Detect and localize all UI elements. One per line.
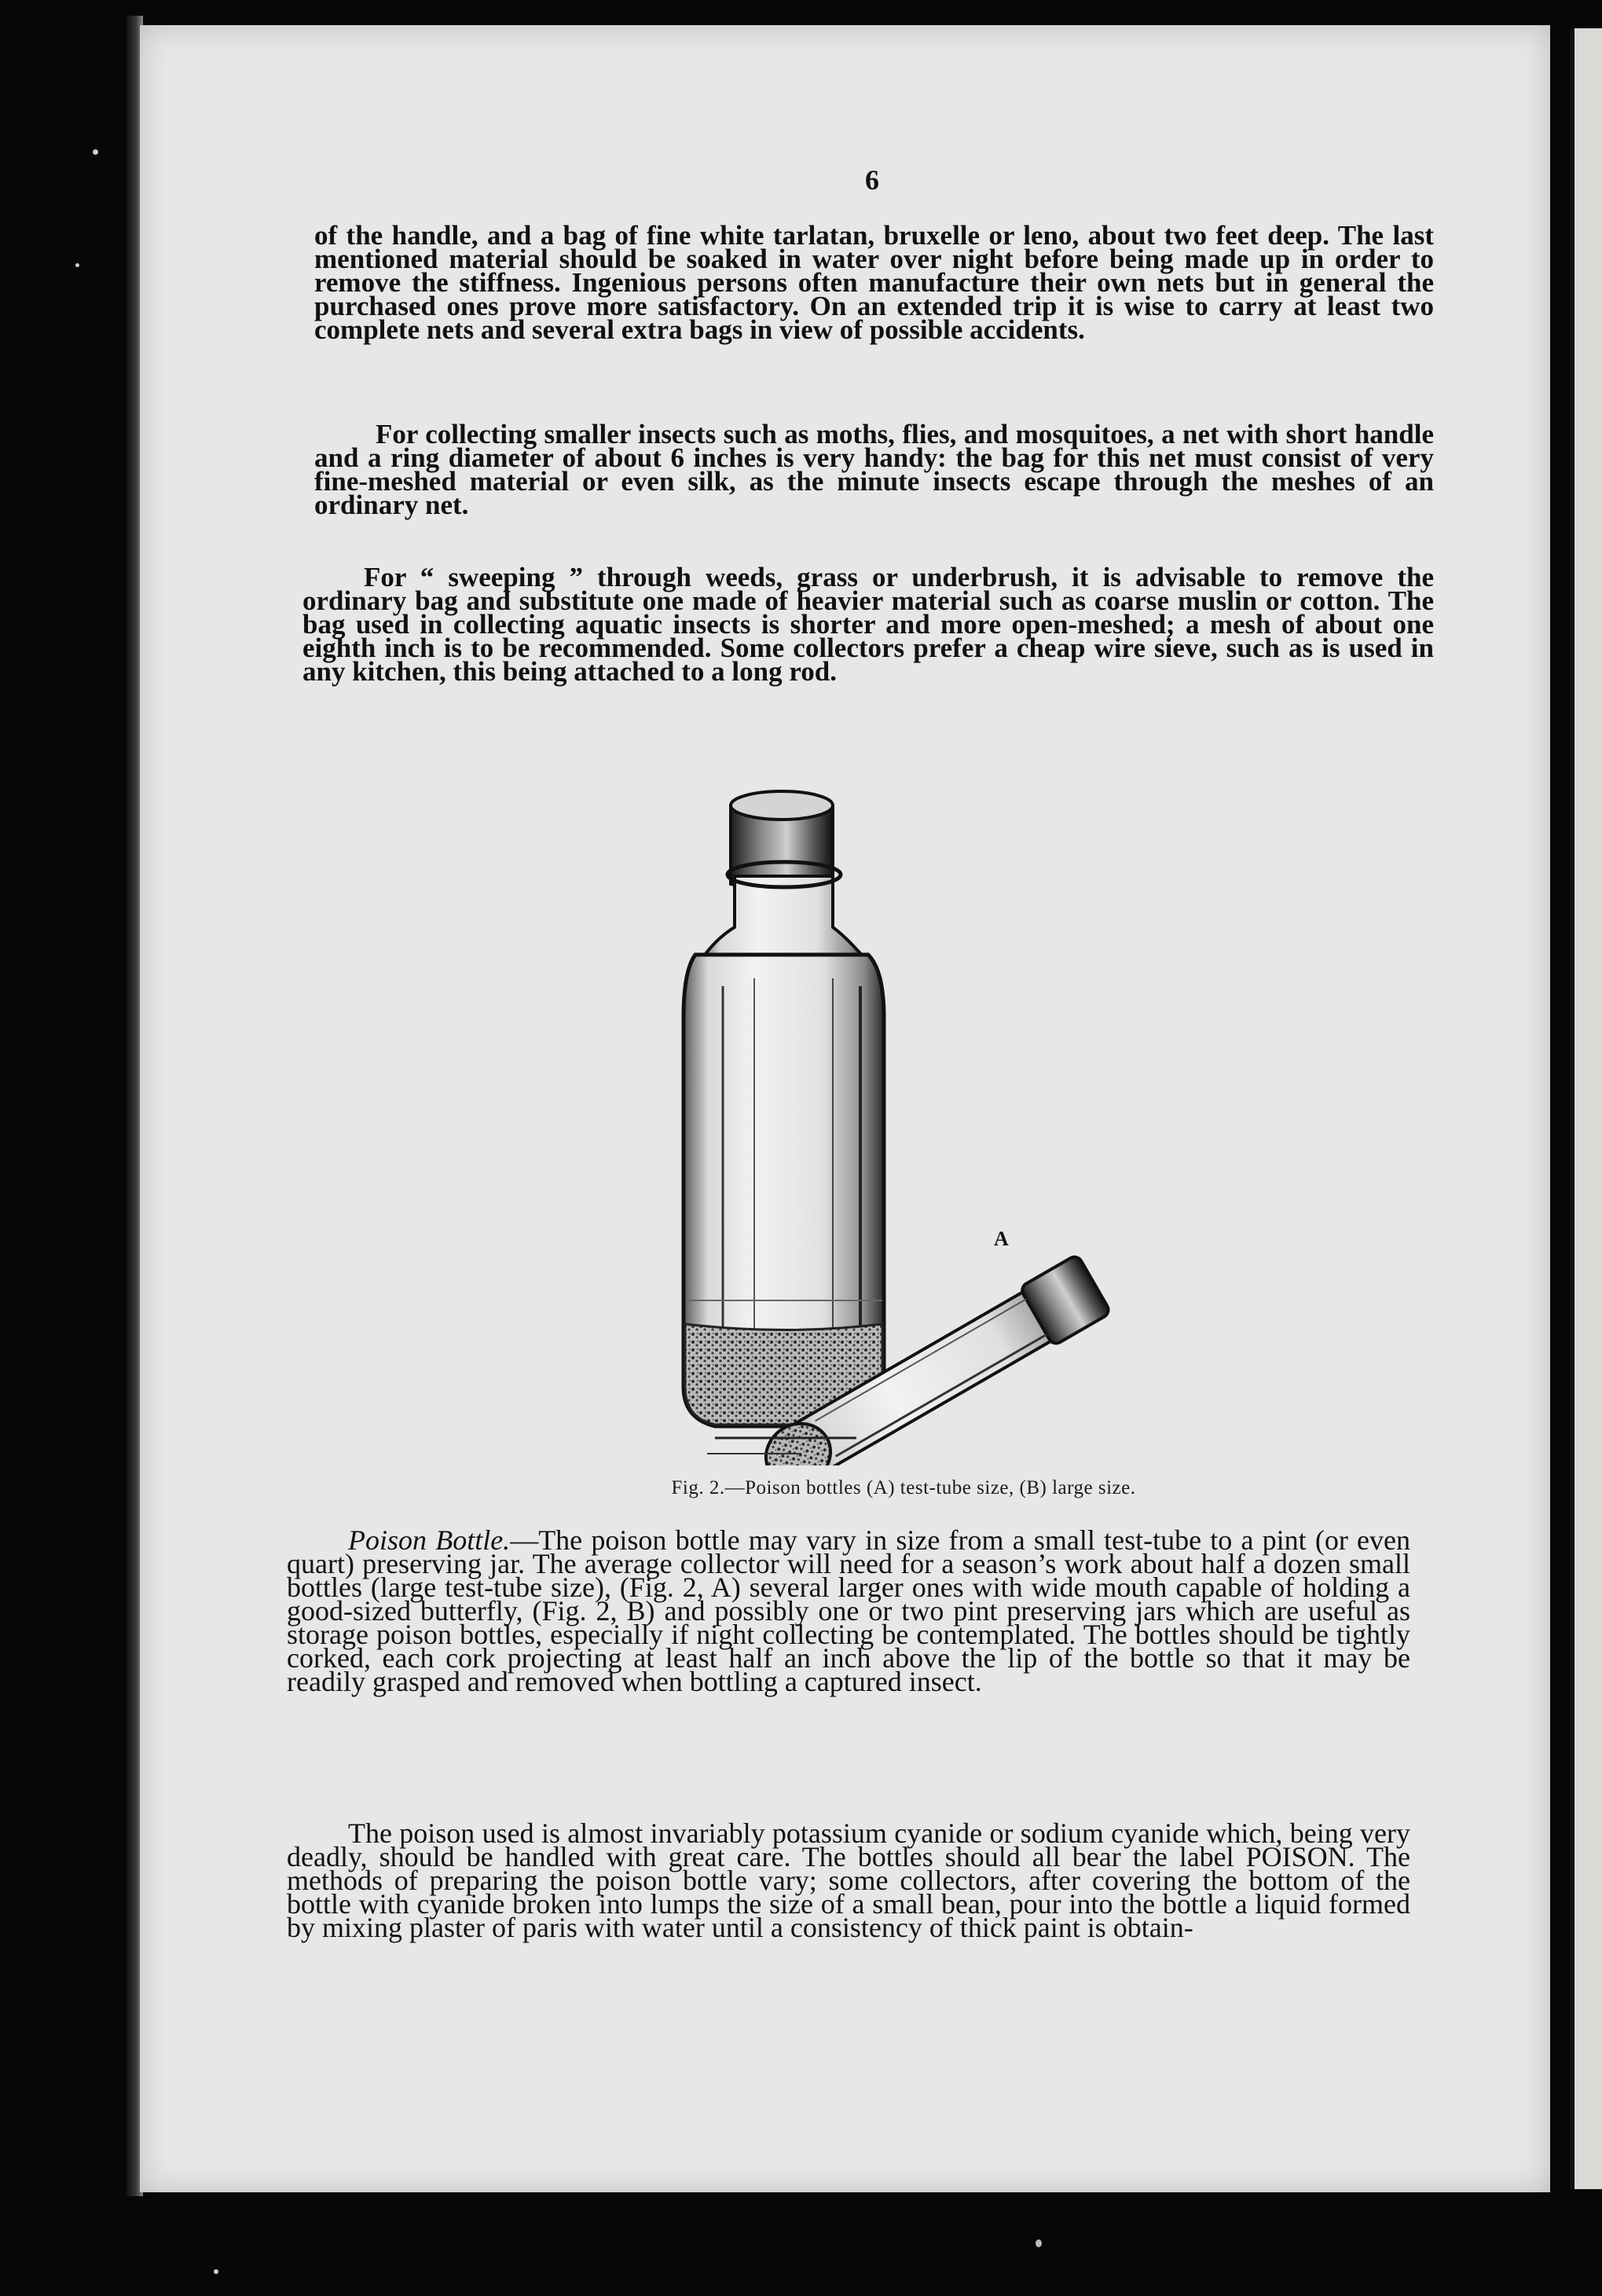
bottle-drawing [597,782,1147,1465]
paragraph-text: For “ sweeping ” through weeds, grass or underbrush, it is advisable to remove the ordinary bag and substitute one made of heavier material such as coarse muslin or cotton. The bag used in collecting aquatic insects is shorter and more open-meshed; a mesh of about one eighth inch is to be recommended. Some collectors prefer a cheap wire sieve, such as is used in any kitchen, this being attached to a long rod. [302,562,1434,687]
paragraph-text: The poison used is almost invariably potassium cyanide or sodium cyanide which, being very deadly, should be handled with great care. The bottles should all bear the label POISON. The methods of preparing the poison bottle vary; some collectors, after covering the bottom of the bottle with cyanide broken into lumps the size of a small bean, pour into the bottle a liquid formed by mixing plaster of paris with water until a consistency of thick paint is obtain- [287,1817,1410,1943]
figure-caption: Fig. 2.—Poison bottles (A) test-tube size, (B) large size. [671,1477,1136,1498]
poison-bottles-illustration [597,782,1147,1465]
paragraph-sweeping [302,562,1434,687]
section-body: —The poison bottle may vary in size from a small test-tube to a pint (or even quart) preserving jar. The average collector will need for a season’s work about half a dozen small bottles (large test-tube size), (Fig. 2, A) several larger ones with wide mouth capable of holding a good-sized butterfly, (Fig. 2, B) and possibly one or two pint preserving jars which are useful as storage poison bottles, especially if night collecting be contemplated. The bottles should be tightly corked, each cork projecting at least half an inch above the lip of the bottle so that it may be readily grasped and removed when bottling a captured insect. [287,1524,1410,1697]
paragraph-poison-used [287,1817,1410,1943]
paragraph-text: For collecting smaller insects such as moths, flies, and mosquitoes, a net with short handle and a ring diameter of about 6 inches is very handy: the bag for this net must consist of very fine-meshed material or even silk, as the minute insects escape through the meshes of an ordinary net. [314,419,1434,520]
section-lead: Poison Bottle. [348,1524,511,1556]
paragraph-small-net [314,419,1434,520]
page-number: 6 [865,164,879,196]
paragraph-text [287,1524,1410,1697]
paragraph-poison-bottle [287,1524,1410,1697]
figure-label-a: A [994,1227,1009,1250]
large-bottle [684,791,884,1426]
paragraph-text: of the handle, and a bag of fine white tarlatan, bruxelle or leno, about two feet deep. The last mentioned material should be soaked in water over night before being made up in order to remove the stiffness. Ingenious persons often manufacture their own nets but in general the purchased ones prove more satisfactory. On an extended trip it is wise to carry at least two complete nets and several extra bags in view of possible accidents. [314,220,1434,345]
adjacent-page-edge [1570,28,1602,2189]
paragraph-net-bag [314,220,1434,345]
